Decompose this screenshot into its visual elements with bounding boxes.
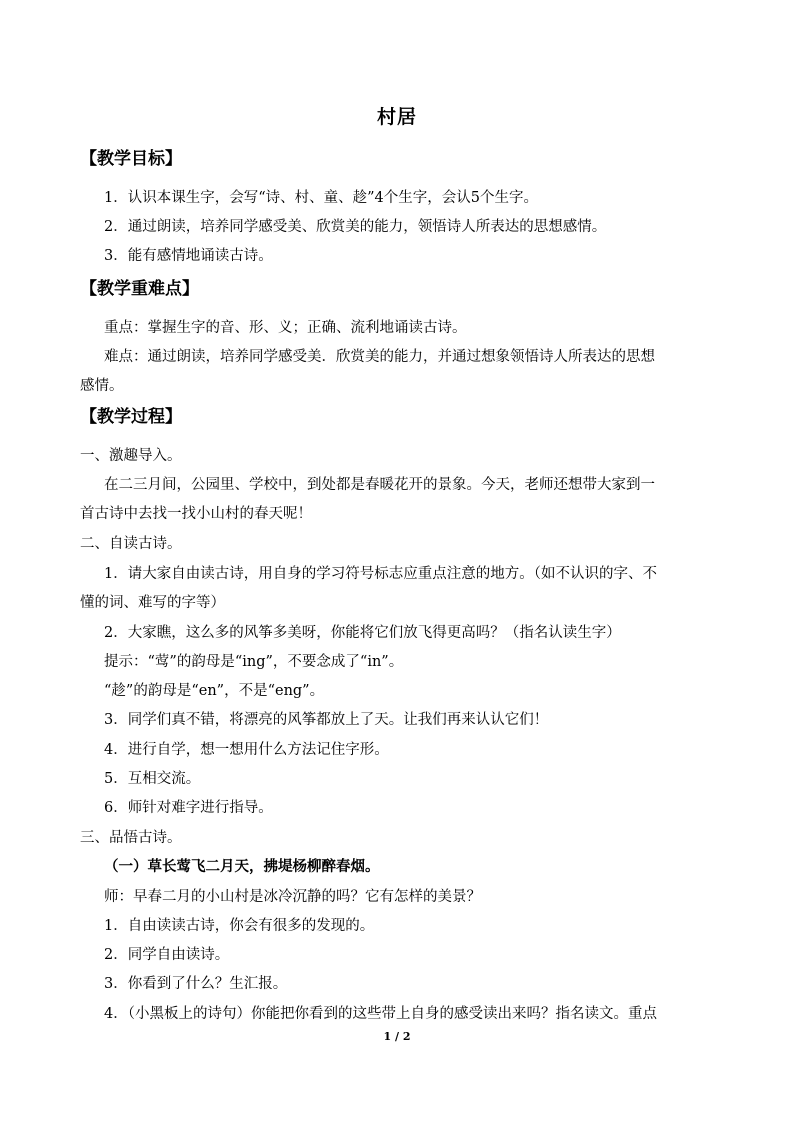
goal-item-3: 3．能有感情地诵读古诗。: [104, 248, 273, 264]
part2-item-1-cont: 懂的词、难写的字等）: [80, 595, 225, 611]
part2-item-1: 1．请大家自由读古诗，用自身的学习符号标志应重点注意的地方。（如不认识的字、不: [104, 566, 657, 582]
keypoint-difficult: 难点：通过朗读，培养同学感受美．欣赏美的能力，并通过想象领悟诗人所表达的思想: [104, 349, 655, 365]
process-heading: 【教学过程】: [80, 407, 182, 427]
goal-item-2: 2．通过朗读，培养同学感受美、欣赏美的能力，领悟诗人所表达的思想感情。: [104, 219, 607, 235]
part3-item-3: 3．你看到了什么？生汇报。: [104, 976, 288, 992]
part1-title: 一、激趣导入。: [80, 448, 182, 464]
part3-question: 师：早春二月的小山村是冰冷沉静的吗？它有怎样的美景？: [104, 889, 481, 905]
goal-item-1: 1．认识本课生字，会写“诗、村、童、趁”4个生字，会认5个生字。: [104, 190, 538, 206]
part3-item-4: 4．（小黑板上的诗句）你能把你看到的这些带上自身的感受读出来吗？指名读文。重点: [104, 1006, 657, 1022]
part2-item-3: 3．同学们真不错，将漂亮的风筝都放上了天。让我们再来认认它们！: [104, 712, 549, 728]
part2-item-5: 5．互相交流。: [104, 771, 201, 787]
keypoints-heading: 【教学重难点】: [80, 279, 199, 299]
part2-hint-1: 提示：“莺”的韵母是“ing”，不要念成了“in”。: [104, 654, 404, 670]
part2-item-6: 6．师针对难字进行指导。: [104, 800, 273, 816]
part3-subtitle: （一）草长莺飞二月天，拂堤杨柳醉春烟。: [104, 858, 380, 875]
part2-item-4: 4．进行自学，想一想用什么方法记住字形。: [104, 742, 389, 758]
part3-item-1: 1．自由读读古诗，你会有很多的发现的。: [104, 918, 375, 934]
page-number: 1 / 2: [383, 1030, 411, 1043]
goals-heading: 【教学目标】: [80, 149, 182, 169]
part2-item-2: 2．大家瞧，这么多的风筝多美呀，你能将它们放飞得更高吗？（指名认读生字）: [104, 625, 621, 641]
part2-title: 二、自读古诗。: [80, 536, 182, 552]
part1-paragraph-cont: 首古诗中去找一找小山村的春天呢！: [80, 506, 312, 522]
part1-paragraph: 在二三月间，公园里、学校中，到处都是春暖花开的景象。今天，老师还想带大家到一: [104, 477, 655, 493]
page-title: 村居: [376, 106, 417, 128]
part3-item-2: 2．同学自由读诗。: [104, 947, 230, 963]
keypoint-difficult-cont: 感情。: [80, 378, 124, 394]
keypoint-key: 重点：掌握生字的音、形、义；正确、流利地诵读古诗。: [104, 320, 467, 336]
part2-hint-2: “趁”的韵母是“en”，不是“eng”。: [104, 683, 325, 699]
part3-title: 三、品悟古诗。: [80, 830, 182, 846]
